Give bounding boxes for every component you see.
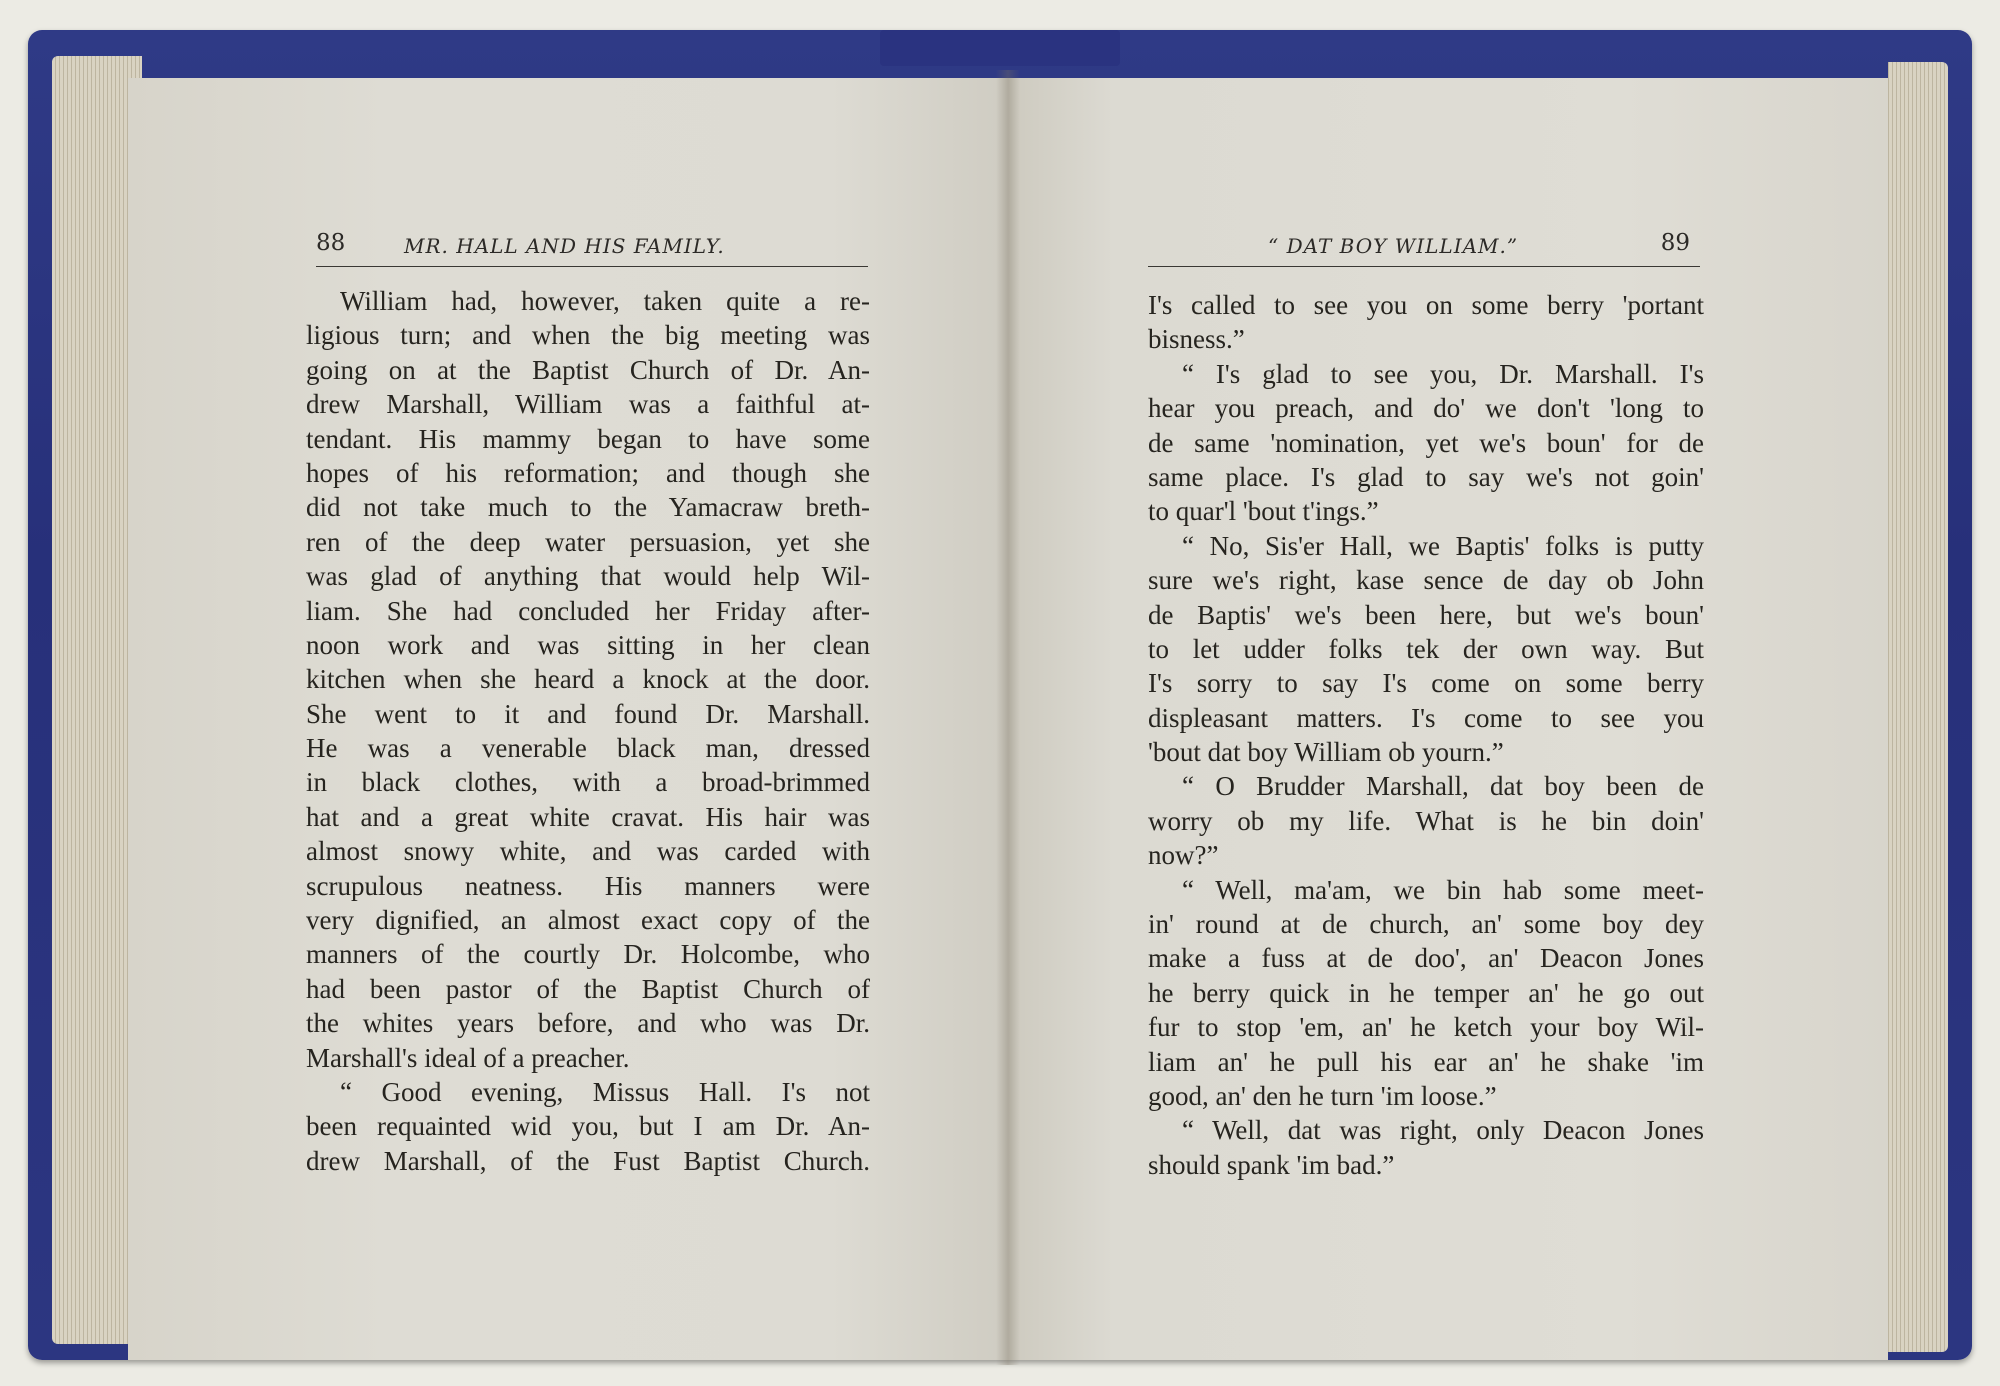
text-line: fur to stop 'em, an' he ketch your boy Wil- <box>1148 1012 1704 1043</box>
text-line: now?” <box>1148 840 1219 871</box>
text-line: de same 'nomination, yet we's boun' for de <box>1148 427 1704 458</box>
text-line: displeasant matters. I's come to see you <box>1148 702 1704 733</box>
text-line: going on at the Baptist Church of Dr. An- <box>306 354 870 385</box>
text-line: liam an' he pull his ear an' he shake 'im <box>1148 1046 1704 1077</box>
right-running-head <box>1148 226 1700 267</box>
text-line: William had, however, taken quite a re- <box>340 286 870 316</box>
text-line: “ Good evening, Missus Hall. I's not <box>340 1076 870 1107</box>
text-line: hear you preach, and do' we don't 'long to <box>1148 393 1704 424</box>
book-spine <box>880 30 1120 66</box>
left-body-text <box>306 284 870 1178</box>
text-line: been requainted wid you, but I am Dr. An- <box>306 1111 870 1142</box>
right-page-number: 89 <box>1660 230 1690 256</box>
text-line: “ I's glad to see you, Dr. Marshall. I's <box>1182 358 1704 389</box>
text-line: in black clothes, with a broad-brimmed <box>306 767 870 798</box>
text-line: did not take much to the Yamacraw breth- <box>306 492 870 523</box>
right-running-title: “ DAT BOY WILLIAM.” <box>1268 234 1519 258</box>
text-line: “ O Brudder Marshall, dat boy been de <box>1182 771 1704 802</box>
text-line: good, an' den he turn 'im loose.” <box>1148 1080 1497 1111</box>
text-line: de Baptis' we's been here, but we's boun' <box>1148 599 1704 630</box>
text-line: 'bout dat boy William ob yourn.” <box>1148 737 1504 768</box>
text-line: kitchen when she heard a knock at the door. <box>306 664 870 695</box>
left-running-title: MR. HALL AND HIS FAMILY. <box>404 234 725 258</box>
text-line: liam. She had concluded her Friday after- <box>306 595 870 626</box>
text-line: “ No, Sis'er Hall, we Baptis' folks is putty <box>1182 530 1704 561</box>
text-line: She went to it and found Dr. Marshall. <box>306 698 870 729</box>
text-line: make a fuss at de doo', an' Deacon Jones <box>1148 943 1704 974</box>
text-line: same place. I's glad to say we's not goin' <box>1148 461 1704 492</box>
text-line: I's called to see you on some berry 'portant <box>1148 290 1704 320</box>
book-gutter <box>996 70 1020 1365</box>
text-line: I's sorry to say I's come on some berry <box>1148 668 1704 699</box>
text-line: “ Well, dat was right, only Deacon Jones <box>1182 1115 1704 1146</box>
page-edges-right <box>1888 62 1948 1352</box>
text-line: had been pastor of the Baptist Church of <box>306 973 870 1004</box>
text-line: ligious turn; and when the big meeting was <box>306 320 870 351</box>
text-line: drew Marshall, of the Fust Baptist Church. <box>306 1145 870 1176</box>
text-line: drew Marshall, William was a faithful at- <box>306 389 870 420</box>
text-line: should spank 'im bad.” <box>1148 1149 1395 1180</box>
text-line: tendant. His mammy began to have some <box>306 423 870 454</box>
text-line: almost snowy white, and was carded with <box>306 836 870 867</box>
text-line: worry ob my life. What is he bin doin' <box>1148 805 1704 836</box>
text-line: in' round at de church, an' some boy dey <box>1148 909 1704 940</box>
text-line: bisness.” <box>1148 324 1245 355</box>
text-line: he berry quick in he temper an' he go out <box>1148 977 1704 1008</box>
text-line: noon work and was sitting in her clean <box>306 629 870 660</box>
text-line: Marshall's ideal of a preacher. <box>306 1042 630 1073</box>
text-line: to let udder folks tek der own way. But <box>1148 633 1704 664</box>
text-line: He was a venerable black man, dressed <box>306 733 870 764</box>
text-line: ren of the deep water persuasion, yet she <box>306 526 870 557</box>
text-line: sure we's right, kase sence de day ob John <box>1148 565 1704 596</box>
text-line: “ Well, ma'am, we bin hab some meet- <box>1182 874 1704 905</box>
text-line: the whites years before, and who was Dr. <box>306 1008 870 1039</box>
text-line: was glad of anything that would help Wil- <box>306 561 870 592</box>
right-body-text <box>1148 288 1704 1182</box>
text-line: to quar'l 'bout t'ings.” <box>1148 496 1379 527</box>
text-line: scrupulous neatness. His manners were <box>306 870 870 901</box>
text-line: hopes of his reformation; and though she <box>306 457 870 488</box>
text-line: very dignified, an almost exact copy of the <box>306 905 870 936</box>
text-line: manners of the courtly Dr. Holcombe, who <box>306 939 870 970</box>
text-line: hat and a great white cravat. His hair was <box>306 801 870 832</box>
left-page-number: 88 <box>316 230 346 256</box>
left-running-head <box>316 226 868 267</box>
